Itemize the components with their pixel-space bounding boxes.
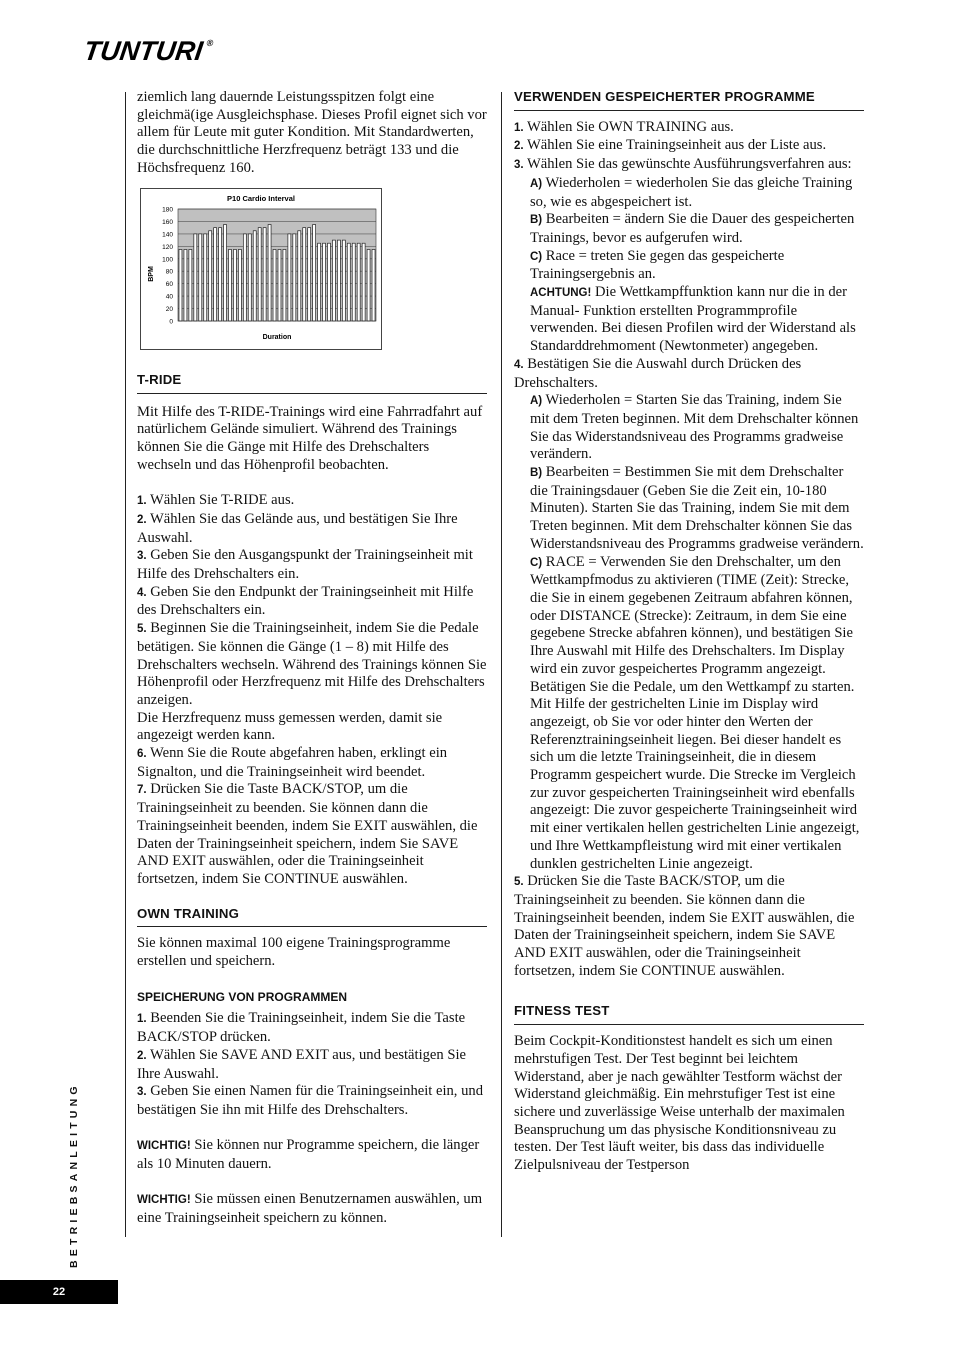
chart-bar [224,225,227,321]
option-a [530,175,864,211]
chart-y-tick-label: 100 [162,256,173,264]
tride-step-6 [137,710,487,745]
tride-heading: T-RIDE [137,371,487,394]
step-text: Wenn Sie die Route abgefahren haben, erklingt ein Signalton, und die Trainingseinheit wird beendet. [137,745,448,780]
left-margin-rule [125,92,126,1237]
step-text: Wählen Sie das gewünschte Ausführungsverfahren aus: [526,156,852,173]
chart-y-tick-label: 140 [162,231,173,239]
save-step-3 [137,1083,487,1119]
chart-bar [352,243,355,321]
chart-x-axis-label: Duration [262,334,292,341]
sidebar-label-text: BETRIEBSANLEITUNG [68,1082,80,1268]
step-number: 2. [514,140,524,153]
sidebar-label [68,1080,98,1270]
warning-race [530,284,864,356]
option-text: Bearbeiten = ändern Sie die Dauer des gespeicherten [545,211,855,228]
option-text: Wiederholen = Starten Sie das Training, indem Sie mit dem Treten beginnen. Mit dem Drehschalter können Sie das Widerstandsniveau des Programms gradweise verändern. [530,392,859,463]
tride-step-8 [137,781,487,888]
step-text: Drücken Sie die Taste BACK/STOP, um die Trainingseinheit zu beenden. Sie können dann die Trainingseinheit beenden, indem Sie EXIT auswählen, die Daten der Trainingseinheit speichern, indem Sie SAVE AND EXIT auswählen, oder die Trainingseinheit fortsetzen, indem Sie CONTINUE auswählen. [514,873,855,979]
chart-bar [268,225,271,321]
chart-bar [323,243,326,321]
chart-bar [278,249,281,321]
step-number: 2. [137,1049,147,1062]
use-step-2 [514,137,864,156]
chart-bar [199,234,202,321]
option-b [530,211,864,230]
chart-bar [233,249,236,321]
option-label: B) [530,467,543,480]
chart-bar [342,240,345,321]
tride-step-1 [137,492,487,511]
fitness-test-text: Beim Cockpit-Konditionstest handelt es sich um einen mehrstufigen Test. Der Test beginnt bei leichtem Widerstand, aber je nach gewählter Testform wächst der Widerstand gleichmäßig. Ein mehrstufiger Test ist eine sichere und zuverlässige Weise unterhalb der maximalen Beanspruchung um das physische Konditionsniveau zu testen. Der Test läuft weiter, bis dass das individuelle Zielpulsniveau der Testperson [514,1033,845,1174]
tride-steps-list [137,492,487,888]
step-number: 3. [137,550,147,563]
option-b-continued: Trainings, bevor es aufgerufen wird. [530,229,743,246]
chart-bar [258,228,261,321]
intro-paragraph: ziemlich lang dauernde Leistungsspitzen folgt eine gleichmä(ige Ausgleichsphase. Dieses Profil eignet sich vor allem für Leute mit guter Kondition. Mit Standardwerten, die durchschnittliche Herzfrequenz beträgt 133 und die Höchsfrequenz 160. [137,89,487,176]
chart-y-tick-label: 20 [165,306,173,314]
option-text: Bearbeiten = Bestimmen Sie mit dem Drehschalter die Trainingsdauer (Geben Sie die Zeit ein, 10-180 Minuten). Starten Sie das Training, indem Sie mit dem Treten beginnen. Mit dem Drehschalter können Sie das Widerstandsniveau des Programms gradweise verändern. [530,464,864,552]
right-column [514,88,864,1175]
warning-label: ACHTUNG! [530,287,592,300]
step-text: Wählen Sie T-RIDE aus. [149,492,295,509]
step-number: 1. [137,1013,147,1026]
chart-bar [214,228,217,321]
step-text: Geben Sie den Ausgangspunkt der Trainingseinheit mit Hilfe des Drehschalters ein. [137,547,473,583]
chart-y-tick-label: 40 [165,293,173,301]
chart-bar [179,249,182,321]
chart-bar [273,249,276,321]
option-label: C) [530,556,543,569]
save-steps-list [137,1010,487,1119]
note-text: Sie können nur Programme speichern, die länger als 10 Minuten dauern. [137,1137,480,1173]
tride-step-4 [137,584,487,620]
step-text: Geben Sie einen Namen für die Trainingseinheit ein, und bestätigen Sie ihn mit Hilfe des Drehschalters. [137,1083,483,1118]
step-number: 6. [137,748,147,761]
option-text: RACE = Verwenden Sie den Drehschalter, um den Wettkampfmodus zu aktivieren (TIME (Zeit): Strecke, die Sie in einem gegebenen Zeitraum abfahren können, oder DISTANCE (Strecke): Zeitraum, in dem Sie eine gegebene Strecke abfahren können), und bestätigen Sie Ihre Auswahl mit Hilfe des Drehschalters. Im Display wird ein zuvor gespeichertes Programm angezeigt. Betätigen Sie die Pedale, um den Wettkampf zu starten. [530,553,855,695]
chart-bar [293,234,296,321]
chart-bar [219,228,222,321]
chart-bar [313,225,316,321]
use-step-4 [514,356,864,392]
fitness-test-heading: FITNESS TEST [514,1002,864,1025]
step-text: Die Herzfrequenz muss gemessen werden, damit sie angezeigt werden kann. [137,709,443,744]
step-number: 3. [137,1086,147,1099]
save-step-1 [137,1010,487,1046]
chart-p10-cardio-interval [140,188,382,350]
step-number: 7. [137,784,147,797]
step-number: 2. [137,513,147,526]
own-training-heading: OWN TRAINING [137,905,487,928]
chart-bar [298,231,301,321]
chart-y-tick-label: 120 [162,243,173,251]
chart-bar [337,240,340,321]
use-step-5 [514,873,864,980]
chart-bar [243,234,246,321]
note-label: WICHTIG! [137,1194,191,1207]
step-number: 4. [137,586,147,599]
tride-step-5 [137,620,487,710]
chart-y-tick-label: 60 [165,281,173,289]
step-number: 5. [137,623,147,636]
chart-bar [362,243,365,321]
chart-title: P10 Cardio Interval [227,194,295,203]
step-text: Beginnen Sie die Trainingseinheit, indem Sie die Pedale betätigen. Sie können die Gänge (1 – 8) mit Hilfe des Drehschalters wechseln. Während des Trainings können Sie Höhenprofil oder Herzfrequenz mit Hilfe des Drehschalters anzeigen. [137,620,487,708]
chart-y-tick-label: 160 [162,218,173,226]
chart-bar [357,243,360,321]
step-number: 1. [137,495,147,508]
chart-bar [189,249,192,321]
step-number: 3. [514,159,524,172]
left-column [137,89,487,188]
tride-step-2 [137,511,487,547]
note-text: Sie müssen einen Benutzernamen auswählen, um eine Trainingseinheit speichern zu können. [137,1191,483,1227]
option-label: A) [530,395,543,408]
chart-bar [238,249,241,321]
use-step-4-options [514,392,864,873]
option-c-continued: Mit Hilfe der gestrichelten Linie im Display wird angezeigt, ob Sie vor oder hinter den Werten der Referenztrainingseinheit liegen. Bei dieser handelt es sich um die letzte Trainingseinheit, die in diesem Programm gespeichert wurde. Die Strecke im Vergleich zur zuvor gespeicherten Trainingseinheit wird ebenfalls angezeigt: Die zuvor gespeicherte Trainingseinheit wird mit einer vertikalen hellen gestrichelten Linie angezeigt, und Ihre Wettkampfleistung wird mit einer vertikalen dunklen gestrichelten Linie angezeigt. [530,696,860,872]
chart-y-tick-label: 80 [165,268,173,276]
use-step-3-options [514,175,864,356]
chart-bar [283,249,286,321]
chart-bar [194,234,197,321]
step-number: 5. [514,876,524,889]
option-b [530,464,864,554]
logo-text: TUNTURI [81,36,205,66]
step-number: 1. [514,121,524,134]
chart-bar [288,234,291,321]
tride-step-7 [137,745,487,781]
step-text: Wählen Sie eine Trainingseinheit aus der Liste aus. [526,137,827,154]
option-c [530,554,864,697]
chart-bar [263,228,266,321]
use-saved-programs-heading: VERWENDEN GESPEICHERTER PROGRAMME [514,88,864,111]
chart-bar [327,243,330,321]
option-label: C) [530,250,543,263]
step-text: Bestätigen Sie die Auswahl durch Drücken des Drehschalters. [514,355,802,391]
chart-svg [141,189,381,349]
chart-bar [303,228,306,321]
tride-step-3 [137,547,487,583]
chart-y-tick-label: 0 [169,318,173,326]
chart-bar [184,249,187,321]
chart-bar [308,228,311,321]
tunturi-logo [82,36,214,67]
chart-bar [367,249,370,321]
chart-y-axis-label: BPM [148,266,155,282]
option-label: A) [530,177,543,190]
option-text: Wiederholen = wiederholen Sie das gleiche Training so, wie es abgespeichert ist. [530,174,853,210]
option-c [530,248,864,284]
option-a [530,392,864,464]
option-label: B) [530,214,543,227]
warning-text: Die Wettkampffunktion kann nur die in der Manual- Funktion erstellten Programmprofile verwenden. Bei diesen Profilen wird der Widerstand als Standarddrehmoment (Newtonmeter) angegeben. [530,284,856,355]
chart-plot-area [178,209,376,321]
chart-bar [372,249,375,321]
page-number: 22 [0,1280,118,1304]
use-step-1 [514,119,864,138]
step-text: Drücken Sie die Taste BACK/STOP, um die Trainingseinheit zu beenden. Sie können dann die Trainingseinheit beenden, indem Sie EXIT auswählen, die Daten der Trainingseinheit speichern, indem Sie SAVE AND EXIT auswählen, oder die Trainingseinheit fortsetzen, indem Sie CONTINUE auswählen. [137,781,478,887]
chart-bar [332,240,335,321]
chart-bar [248,234,251,321]
step-number: 4. [514,358,524,371]
chart-bar [318,243,321,321]
step-text: Geben Sie den Endpunkt der Trainingseinheit mit Hilfe des Drehschalters ein. [137,583,474,619]
chart-bar [204,234,207,321]
tride-intro: Mit Hilfe des T-RIDE-Trainings wird eine Fahrradfahrt auf natürlichem Gelände simuliert. Während des Trainings können Sie die Gänge mit Hilfe des Drehschalters wechseln und das Höhenprofil beobachten. [137,403,483,473]
step-text: Wählen Sie OWN TRAINING aus. [526,118,734,135]
chart-y-tick-label: 180 [162,206,173,214]
step-text: Beenden Sie die Trainingseinheit, indem Sie die Taste BACK/STOP drücken. [137,1010,466,1046]
option-text: Race = treten Sie gegen das gespeicherte Trainingsergebnis an. [530,247,785,283]
center-column-rule [501,92,502,1237]
registered-mark: ® [205,38,215,48]
note-label: WICHTIG! [137,1140,191,1153]
step-text: Wählen Sie SAVE AND EXIT aus, und bestätigen Sie Ihre Auswahl. [137,1046,467,1082]
note-username [137,1191,487,1227]
chart-bar [253,231,256,321]
own-training-intro: Sie können maximal 100 eigene Trainingsprogramme erstellen und speichern. [137,935,451,970]
left-column-lower [137,371,487,1228]
save-programs-heading: SPEICHERUNG VON PROGRAMMEN [137,989,348,1004]
chart-bar [347,243,350,321]
chart-bar [228,249,231,321]
note-min-duration [137,1137,487,1173]
step-text: Wählen Sie das Gelände aus, und bestätigen Sie Ihre Auswahl. [137,510,458,546]
use-step-3 [514,156,864,175]
save-step-2 [137,1047,487,1083]
chart-bar [209,231,212,321]
